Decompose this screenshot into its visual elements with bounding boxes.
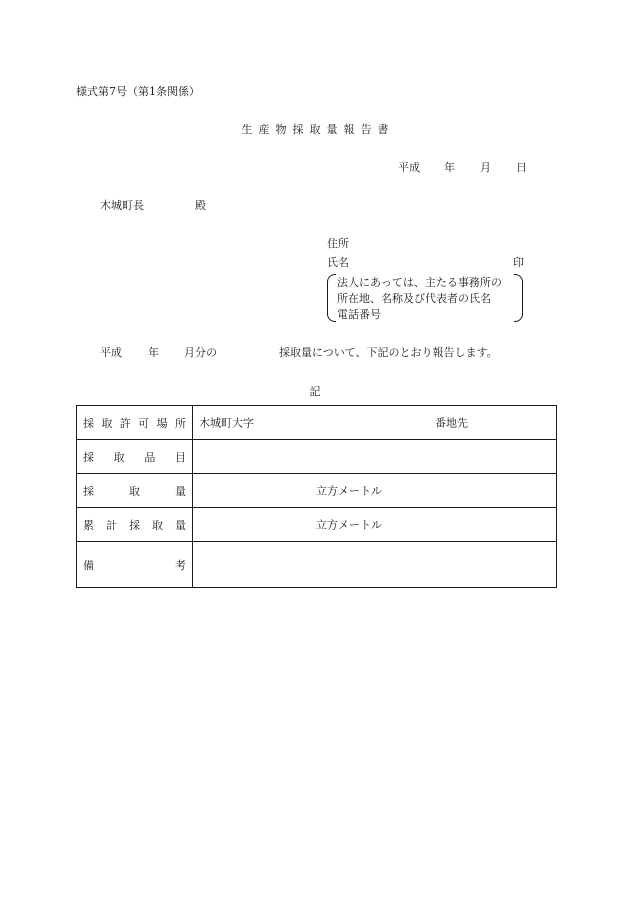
value-permit-location[interactable]	[193, 406, 557, 440]
report-year: 年	[148, 346, 159, 359]
note-line: 所在地、名称及び代表者の氏名	[337, 292, 491, 305]
label-char: 累	[83, 518, 94, 532]
label-char: 場	[156, 416, 168, 430]
label-char: 取	[129, 484, 140, 498]
label-remarks	[77, 542, 193, 588]
label-char: 考	[175, 558, 186, 572]
label-char: 可	[138, 416, 150, 430]
label-quantity	[77, 474, 193, 508]
document-title: 生産物採取量報告書	[241, 123, 395, 136]
cumulative-unit: 立方メートル	[316, 518, 382, 531]
value-remarks[interactable]	[193, 542, 557, 588]
label-char: 品	[144, 450, 156, 464]
note-line: 法人にあっては、主たる事務所の	[337, 276, 502, 289]
corporate-note	[327, 273, 523, 323]
label-char: 計	[106, 518, 117, 532]
label-char: 許	[119, 416, 131, 430]
ki-heading: 記	[309, 385, 321, 398]
name-label: 氏名	[327, 256, 349, 269]
label-char: 取	[101, 416, 113, 430]
value-cumulative[interactable]	[193, 508, 557, 542]
label-char: 目	[174, 450, 186, 464]
addressee-honorific: 殿	[195, 199, 206, 212]
quantity-unit: 立方メートル	[316, 484, 382, 497]
address-label: 住所	[327, 237, 349, 250]
label-char: 取	[152, 518, 163, 532]
form-number: 様式第7号（第1条関係）	[76, 85, 200, 98]
label-char: 採	[83, 416, 94, 430]
seal-label: 印	[513, 256, 524, 269]
report-month: 月分の	[184, 346, 217, 359]
label-char: 採	[129, 518, 140, 532]
date-era: 平成	[398, 161, 420, 174]
label-permit-location	[77, 406, 193, 440]
report-table	[76, 405, 557, 588]
label-char: 採	[83, 484, 94, 498]
table-row	[77, 474, 557, 508]
table-row	[77, 440, 557, 474]
label-char: 量	[175, 518, 186, 532]
table-row	[77, 508, 557, 542]
date-month: 月	[480, 161, 491, 174]
date-year: 年	[444, 161, 455, 174]
label-item	[77, 440, 193, 474]
label-char: 所	[174, 416, 186, 430]
table-row	[77, 542, 557, 588]
right-bracket	[514, 274, 523, 322]
location-suffix: 番地先	[435, 416, 468, 429]
label-char: 取	[113, 450, 125, 464]
left-bracket	[327, 274, 336, 322]
report-era: 平成	[100, 346, 122, 359]
report-text: 採取量について、下記のとおり報告します。	[279, 346, 498, 359]
value-item[interactable]	[193, 440, 557, 474]
label-char: 備	[83, 558, 94, 572]
label-char: 採	[83, 450, 94, 464]
location-prefix: 木城町大字	[199, 416, 254, 429]
label-cumulative	[77, 508, 193, 542]
label-char: 量	[175, 484, 186, 498]
date-day: 日	[516, 161, 527, 174]
value-quantity[interactable]	[193, 474, 557, 508]
addressee-name: 木城町長	[100, 199, 144, 212]
note-line: 電話番号	[337, 308, 381, 321]
table-row	[77, 406, 557, 440]
